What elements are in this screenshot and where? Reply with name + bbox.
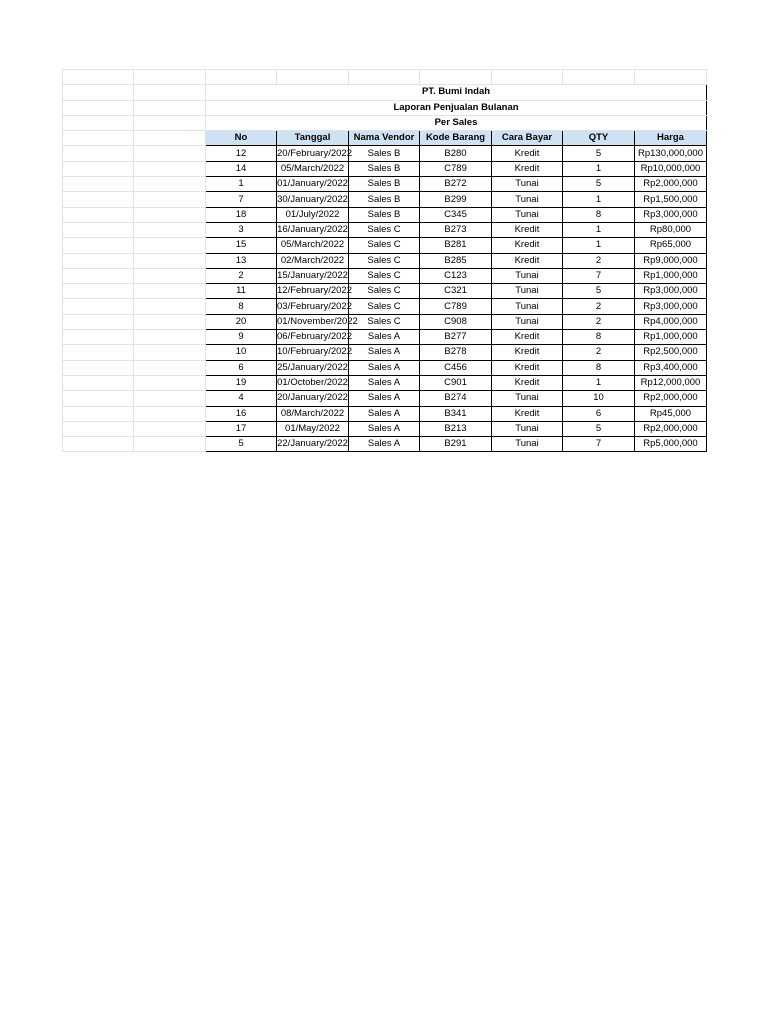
cell-tanggal[interactable]: 06/February/2022 [277,330,349,345]
cell-tanggal[interactable]: 20/February/2022 [277,146,349,161]
empty-cell[interactable] [134,421,206,436]
empty-cell[interactable] [134,299,206,314]
empty-cell[interactable] [563,70,635,85]
cell-kode-barang[interactable]: C789 [420,161,492,176]
header-row [63,131,707,146]
cell-nama-vendor[interactable]: Sales C [349,299,420,314]
table-row [63,345,707,360]
cell-cara-bayar[interactable]: Kredit [492,360,563,375]
table-row [63,299,707,314]
title-row [63,85,707,100]
empty-cell[interactable] [420,70,492,85]
cell-tanggal[interactable]: 22/January/2022 [277,437,349,452]
cell-qty[interactable]: 1 [563,375,635,390]
empty-cell[interactable] [134,238,206,253]
empty-cell[interactable] [492,70,563,85]
empty-cell[interactable] [134,360,206,375]
empty-cell[interactable] [134,207,206,222]
cell-no[interactable]: 3 [206,222,277,237]
cell-kode-barang[interactable]: C123 [420,268,492,283]
cell-qty[interactable]: 7 [563,437,635,452]
cell-tanggal[interactable]: 01/October/2022 [277,375,349,390]
cell-no[interactable]: 9 [206,330,277,345]
table-row [63,314,707,329]
cell-tanggal[interactable]: 20/January/2022 [277,391,349,406]
cell-harga[interactable]: Rp3,000,000 [635,299,707,314]
cell-kode-barang[interactable]: C456 [420,360,492,375]
cell-harga[interactable]: Rp65,000 [635,238,707,253]
empty-cell[interactable] [134,268,206,283]
cell-qty[interactable]: 6 [563,406,635,421]
empty-cell[interactable] [63,115,134,130]
empty-cell[interactable] [63,391,134,406]
cell-qty[interactable]: 1 [563,192,635,207]
cell-no[interactable]: 12 [206,146,277,161]
empty-cell[interactable] [635,70,707,85]
cell-qty[interactable]: 7 [563,268,635,283]
cell-kode-barang[interactable]: C908 [420,314,492,329]
empty-cell[interactable] [63,70,134,85]
cell-no[interactable]: 8 [206,299,277,314]
empty-cell[interactable] [134,391,206,406]
cell-qty[interactable]: 2 [563,345,635,360]
cell-cara-bayar[interactable]: Tunai [492,391,563,406]
cell-harga[interactable]: Rp12,000,000 [635,375,707,390]
cell-harga[interactable]: Rp45,000 [635,406,707,421]
table-row [63,406,707,421]
cell-no[interactable]: 15 [206,238,277,253]
cell-harga[interactable]: Rp3,000,000 [635,284,707,299]
empty-cell[interactable] [63,360,134,375]
cell-nama-vendor[interactable]: Sales B [349,177,420,192]
cell-tanggal[interactable]: 30/January/2022 [277,192,349,207]
cell-cara-bayar[interactable]: Kredit [492,406,563,421]
empty-cell[interactable] [134,345,206,360]
cell-nama-vendor[interactable]: Sales B [349,207,420,222]
cell-kode-barang[interactable]: C789 [420,299,492,314]
cell-qty[interactable]: 5 [563,146,635,161]
empty-cell[interactable] [134,314,206,329]
cell-tanggal[interactable]: 01/January/2022 [277,177,349,192]
empty-cell[interactable] [134,115,206,130]
cell-cara-bayar[interactable]: Kredit [492,238,563,253]
cell-qty[interactable]: 2 [563,253,635,268]
cell-qty[interactable]: 2 [563,314,635,329]
cell-harga[interactable]: Rp3,000,000 [635,207,707,222]
column-header-harga[interactable]: Harga [635,131,707,146]
cell-qty[interactable]: 5 [563,421,635,436]
cell-nama-vendor[interactable]: Sales B [349,161,420,176]
empty-cell[interactable] [63,314,134,329]
cell-cara-bayar[interactable]: Kredit [492,375,563,390]
empty-cell[interactable] [63,207,134,222]
empty-cell[interactable] [277,70,349,85]
table-row [63,238,707,253]
cell-tanggal[interactable]: 15/January/2022 [277,268,349,283]
cell-cara-bayar[interactable]: Kredit [492,146,563,161]
column-header-cara-bayar[interactable]: Cara Bayar [492,131,563,146]
cell-no[interactable]: 13 [206,253,277,268]
cell-no[interactable]: 5 [206,437,277,452]
cell-qty[interactable]: 8 [563,360,635,375]
table-row [63,222,707,237]
table-row [63,192,707,207]
cell-harga[interactable]: Rp10,000,000 [635,161,707,176]
empty-cell[interactable] [63,253,134,268]
empty-cell[interactable] [134,177,206,192]
cell-harga[interactable]: Rp5,000,000 [635,437,707,452]
empty-cell[interactable] [63,437,134,452]
cell-kode-barang[interactable]: B272 [420,177,492,192]
column-header-no[interactable]: No [206,131,277,146]
cell-tanggal[interactable]: 01/November/2022 [277,314,349,329]
cell-kode-barang[interactable]: C901 [420,375,492,390]
empty-cell[interactable] [63,421,134,436]
empty-cell[interactable] [63,131,134,146]
empty-cell[interactable] [63,284,134,299]
empty-cell[interactable] [134,131,206,146]
title-row [63,115,707,130]
cell-qty[interactable]: 1 [563,222,635,237]
cell-kode-barang[interactable]: B278 [420,345,492,360]
column-header-qty[interactable]: QTY [563,131,635,146]
cell-tanggal[interactable]: 01/May/2022 [277,421,349,436]
cell-no[interactable]: 4 [206,391,277,406]
cell-cara-bayar[interactable]: Tunai [492,268,563,283]
cell-nama-vendor[interactable]: Sales A [349,391,420,406]
cell-cara-bayar[interactable]: Tunai [492,284,563,299]
table-row [63,375,707,390]
cell-nama-vendor[interactable]: Sales A [349,437,420,452]
cell-nama-vendor[interactable]: Sales A [349,375,420,390]
table-row [63,437,707,452]
table-row [63,330,707,345]
empty-cell[interactable] [63,161,134,176]
spreadsheet-grid [62,69,707,452]
empty-cell[interactable] [134,437,206,452]
cell-harga[interactable]: Rp2,000,000 [635,421,707,436]
cell-tanggal[interactable]: 05/March/2022 [277,238,349,253]
empty-cell[interactable] [63,238,134,253]
cell-qty[interactable]: 5 [563,284,635,299]
cell-qty[interactable]: 8 [563,330,635,345]
cell-harga[interactable]: Rp1,500,000 [635,192,707,207]
empty-cell[interactable] [134,85,206,100]
cell-cara-bayar[interactable]: Kredit [492,253,563,268]
empty-cell[interactable] [63,375,134,390]
cell-nama-vendor[interactable]: Sales C [349,284,420,299]
cell-nama-vendor[interactable]: Sales A [349,421,420,436]
cell-harga[interactable]: Rp2,000,000 [635,391,707,406]
cell-cara-bayar[interactable]: Tunai [492,437,563,452]
table-row [63,207,707,222]
cell-qty[interactable]: 10 [563,391,635,406]
empty-cell[interactable] [134,284,206,299]
cell-qty[interactable]: 5 [563,177,635,192]
empty-cell[interactable] [134,253,206,268]
title-row [63,100,707,115]
cell-kode-barang[interactable]: B280 [420,146,492,161]
column-header-kode-barang[interactable]: Kode Barang [420,131,492,146]
cell-cara-bayar[interactable]: Tunai [492,299,563,314]
cell-tanggal[interactable]: 10/February/2022 [277,345,349,360]
table-row [63,177,707,192]
cell-harga[interactable]: Rp2,000,000 [635,177,707,192]
empty-cell[interactable] [63,85,134,100]
cell-harga[interactable]: Rp1,000,000 [635,268,707,283]
cell-no[interactable]: 1 [206,177,277,192]
empty-cell[interactable] [134,192,206,207]
table-row [63,421,707,436]
empty-row [63,70,707,85]
cell-kode-barang[interactable]: B213 [420,421,492,436]
table-row [63,161,707,176]
cell-no[interactable]: 2 [206,268,277,283]
cell-cara-bayar[interactable]: Kredit [492,330,563,345]
cell-harga[interactable]: Rp1,000,000 [635,330,707,345]
column-header-tanggal[interactable]: Tanggal [277,131,349,146]
cell-no[interactable]: 20 [206,314,277,329]
cell-nama-vendor[interactable]: Sales A [349,345,420,360]
cell-harga[interactable]: Rp9,000,000 [635,253,707,268]
empty-cell[interactable] [63,299,134,314]
table-row [63,146,707,161]
cell-cara-bayar[interactable]: Kredit [492,161,563,176]
table-row [63,391,707,406]
cell-no[interactable]: 10 [206,345,277,360]
cell-nama-vendor[interactable]: Sales C [349,314,420,329]
cell-kode-barang[interactable]: B341 [420,406,492,421]
table-row [63,268,707,283]
cell-tanggal[interactable]: 03/February/2022 [277,299,349,314]
cell-harga[interactable]: Rp2,500,000 [635,345,707,360]
cell-nama-vendor[interactable]: Sales C [349,253,420,268]
table-row [63,284,707,299]
cell-cara-bayar[interactable]: Kredit [492,222,563,237]
empty-cell[interactable] [63,345,134,360]
cell-cara-bayar[interactable]: Tunai [492,192,563,207]
cell-kode-barang[interactable]: B273 [420,222,492,237]
cell-kode-barang[interactable]: B285 [420,253,492,268]
empty-cell[interactable] [63,330,134,345]
cell-tanggal[interactable]: 16/January/2022 [277,222,349,237]
cell-nama-vendor[interactable]: Sales B [349,192,420,207]
cell-cara-bayar[interactable]: Tunai [492,207,563,222]
cell-kode-barang[interactable]: B277 [420,330,492,345]
cell-tanggal[interactable]: 25/January/2022 [277,360,349,375]
empty-cell[interactable] [63,222,134,237]
cell-qty[interactable]: 1 [563,238,635,253]
cell-no[interactable]: 16 [206,406,277,421]
cell-qty[interactable]: 2 [563,299,635,314]
empty-cell[interactable] [134,146,206,161]
cell-no[interactable]: 7 [206,192,277,207]
cell-no[interactable]: 17 [206,421,277,436]
cell-kode-barang[interactable]: C321 [420,284,492,299]
cell-cara-bayar[interactable]: Tunai [492,314,563,329]
empty-cell[interactable] [63,406,134,421]
cell-cara-bayar[interactable]: Tunai [492,421,563,436]
cell-nama-vendor[interactable]: Sales B [349,146,420,161]
cell-harga[interactable]: Rp4,000,000 [635,314,707,329]
cell-tanggal[interactable]: 02/March/2022 [277,253,349,268]
empty-cell[interactable] [134,222,206,237]
empty-cell[interactable] [206,70,277,85]
cell-harga[interactable]: Rp80,000 [635,222,707,237]
cell-harga[interactable]: Rp3,400,000 [635,360,707,375]
table-row [63,360,707,375]
cell-cara-bayar[interactable]: Kredit [492,345,563,360]
report-subtitle[interactable]: Per Sales [206,115,707,130]
column-header-nama-vendor[interactable]: Nama Vendor [349,131,420,146]
empty-cell[interactable] [63,146,134,161]
report-company[interactable]: PT. Bumi Indah [206,85,707,100]
cell-nama-vendor[interactable]: Sales C [349,238,420,253]
cell-tanggal[interactable]: 12/February/2022 [277,284,349,299]
empty-cell[interactable] [134,70,206,85]
empty-cell[interactable] [134,161,206,176]
cell-tanggal[interactable]: 05/March/2022 [277,161,349,176]
report-title[interactable]: Laporan Penjualan Bulanan [206,100,707,115]
cell-kode-barang[interactable]: B291 [420,437,492,452]
empty-cell[interactable] [63,192,134,207]
cell-cara-bayar[interactable]: Tunai [492,177,563,192]
cell-nama-vendor[interactable]: Sales A [349,330,420,345]
empty-cell[interactable] [63,100,134,115]
empty-cell[interactable] [134,375,206,390]
sheet-body [63,70,707,452]
cell-no[interactable]: 18 [206,207,277,222]
cell-no[interactable]: 14 [206,161,277,176]
empty-cell[interactable] [134,100,206,115]
empty-cell[interactable] [134,330,206,345]
empty-cell[interactable] [63,177,134,192]
cell-nama-vendor[interactable]: Sales C [349,222,420,237]
cell-no[interactable]: 6 [206,360,277,375]
empty-cell[interactable] [63,268,134,283]
cell-kode-barang[interactable]: C345 [420,207,492,222]
cell-kode-barang[interactable]: B274 [420,391,492,406]
cell-qty[interactable]: 8 [563,207,635,222]
cell-nama-vendor[interactable]: Sales A [349,360,420,375]
empty-cell[interactable] [134,406,206,421]
cell-no[interactable]: 11 [206,284,277,299]
cell-tanggal[interactable]: 01/July/2022 [277,207,349,222]
cell-nama-vendor[interactable]: Sales A [349,406,420,421]
cell-kode-barang[interactable]: B281 [420,238,492,253]
cell-kode-barang[interactable]: B299 [420,192,492,207]
cell-harga[interactable]: Rp130,000,000 [635,146,707,161]
cell-qty[interactable]: 1 [563,161,635,176]
cell-nama-vendor[interactable]: Sales C [349,268,420,283]
table-row [63,253,707,268]
cell-tanggal[interactable]: 08/March/2022 [277,406,349,421]
cell-no[interactable]: 19 [206,375,277,390]
empty-cell[interactable] [349,70,420,85]
